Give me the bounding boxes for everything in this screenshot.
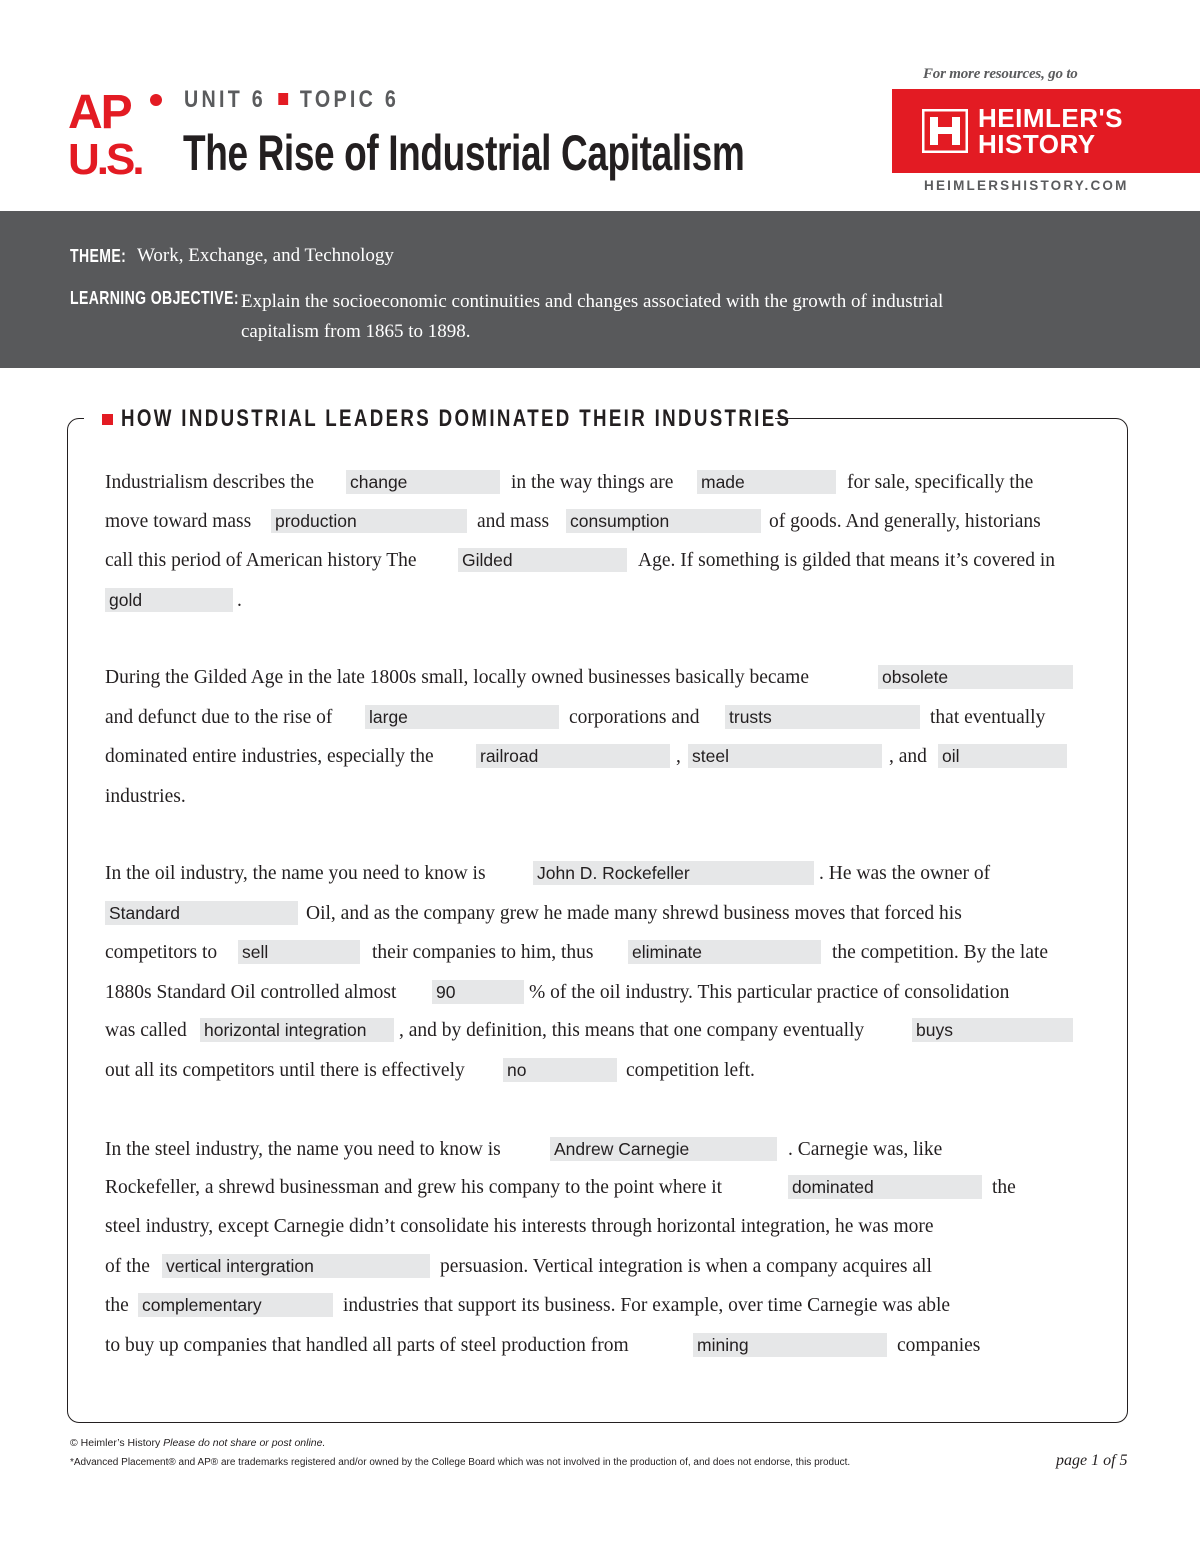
body-text: In the steel industry, the name you need to know is xyxy=(105,1139,501,1160)
body-text: dominated entire industries, especially the xyxy=(105,746,434,767)
body-text: , xyxy=(676,746,681,767)
body-text: the xyxy=(105,1295,129,1316)
unit-topic-label xyxy=(184,86,399,114)
answer-field[interactable]: oil xyxy=(938,744,1067,768)
heading-square-icon xyxy=(102,414,113,425)
body-text: corporations and xyxy=(569,707,700,728)
footer-disclaimer: *Advanced Placement® and AP® are trademarks registered and/or owned by the College Board which was not involved in the production of, and does not endorse, this product. xyxy=(70,1457,851,1468)
h-logo-icon xyxy=(922,109,968,153)
heimlers-history-logo[interactable] xyxy=(892,89,1200,173)
brand-line-1: HEIMLER'S xyxy=(978,103,1124,133)
answer-field[interactable]: eliminate xyxy=(628,940,821,964)
answer-field[interactable]: no xyxy=(503,1058,617,1082)
answer-field[interactable]: made xyxy=(697,470,836,494)
share-note: Please do not share or post online. xyxy=(163,1437,326,1449)
answer-field[interactable]: consumption xyxy=(566,509,761,533)
body-text: of the xyxy=(105,1256,150,1277)
learning-objective-label: LEARNING OBJECTIVE: xyxy=(70,288,239,308)
learning-objective-text xyxy=(241,287,943,347)
body-text: . xyxy=(237,590,242,611)
body-text: out all its competitors until there is effectively xyxy=(105,1060,465,1081)
theme-text: Work, Exchange, and Technology xyxy=(137,245,394,266)
answer-field[interactable]: buys xyxy=(912,1018,1073,1042)
answer-field[interactable]: 90 xyxy=(432,980,524,1004)
brand-name xyxy=(978,105,1123,157)
body-text: move toward mass xyxy=(105,511,252,532)
brand-line-2: HISTORY xyxy=(978,129,1096,159)
answer-field[interactable]: mining xyxy=(693,1333,887,1357)
body-text: Rockefeller, a shrewd businessman and grew his company to the point where it xyxy=(105,1177,723,1198)
body-text: the competition. By the late xyxy=(832,942,1049,963)
body-text: competition left. xyxy=(626,1060,755,1081)
svg-text:U.S.: U.S. xyxy=(68,135,142,178)
body-text: was called xyxy=(105,1020,187,1041)
answer-field[interactable]: John D. Rockefeller xyxy=(533,861,814,885)
answer-field[interactable]: steel xyxy=(688,744,882,768)
body-text: % of the oil industry. This particular practice of consolidation xyxy=(529,982,1010,1003)
page-number: page 1 of 5 xyxy=(1056,1452,1128,1469)
answer-field[interactable]: obsolete xyxy=(878,665,1073,689)
body-text: in the way things are xyxy=(511,472,674,493)
body-text: the xyxy=(992,1177,1016,1198)
body-text: and defunct due to the rise of xyxy=(105,707,333,728)
answer-field[interactable]: Andrew Carnegie xyxy=(550,1137,777,1161)
body-text: their companies to him, thus xyxy=(372,942,594,963)
body-text: persuasion. Vertical integration is when a company acquires all xyxy=(440,1256,932,1277)
body-text: companies xyxy=(897,1335,981,1356)
answer-field[interactable]: Standard xyxy=(105,901,298,925)
body-text: steel industry, except Carnegie didn’t consolidate his interests through horizontal integration, he was more xyxy=(105,1216,934,1237)
topic-label: TOPIC 6 xyxy=(299,86,400,113)
section-heading xyxy=(84,402,792,436)
body-text: competitors to xyxy=(105,942,218,963)
body-text: to buy up companies that handled all parts of steel production from xyxy=(105,1335,629,1356)
copyright-text: © Heimler’s History xyxy=(70,1437,161,1449)
resources-text: For more resources, go to xyxy=(923,66,1078,82)
theme-band xyxy=(0,211,1200,368)
body-text: , and by definition, this means that one company eventually xyxy=(399,1020,865,1041)
body-text: and mass xyxy=(477,511,550,532)
body-text: During the Gilded Age in the late 1800s small, locally owned businesses basically became xyxy=(105,667,809,688)
answer-field[interactable]: trusts xyxy=(725,705,920,729)
page-title: The Rise of Industrial Capitalism xyxy=(183,125,745,181)
learning-objective-line-2: capitalism from 1865 to 1898. xyxy=(241,321,471,342)
theme-label: THEME: xyxy=(70,246,127,266)
answer-field[interactable]: Gilded xyxy=(458,548,627,572)
answer-field[interactable]: gold xyxy=(105,588,233,612)
body-text: , and xyxy=(889,746,927,767)
body-text: In the oil industry, the name you need to know is xyxy=(105,863,486,884)
body-text: for sale, specifically the xyxy=(847,472,1034,493)
answer-field[interactable]: production xyxy=(271,509,467,533)
body-text: industries. xyxy=(105,786,186,807)
svg-text:AP: AP xyxy=(68,86,131,139)
body-text: call this period of American history The xyxy=(105,550,417,571)
answer-field[interactable]: sell xyxy=(238,940,360,964)
answer-field[interactable]: complementary xyxy=(138,1293,333,1317)
body-text: Age. If something is gilded that means it’s covered in xyxy=(638,550,1055,571)
body-text: 1880s Standard Oil controlled almost xyxy=(105,982,397,1003)
body-text: Industrialism describes the xyxy=(105,472,315,493)
answer-field[interactable]: horizontal integration xyxy=(200,1018,394,1042)
ap-us-logo xyxy=(68,86,164,178)
separator-square xyxy=(278,93,288,105)
brand-url-link[interactable]: HEIMLERSHISTORY.COM xyxy=(924,178,1129,193)
answer-field[interactable]: railroad xyxy=(476,744,670,768)
body-text: . He was the owner of xyxy=(819,863,991,884)
body-text: of goods. And generally, historians xyxy=(769,511,1041,532)
learning-objective-line-1: Explain the socioeconomic continuities and changes associated with the growth of industrial xyxy=(241,291,944,312)
answer-field[interactable]: large xyxy=(365,705,559,729)
answer-field[interactable]: change xyxy=(346,470,500,494)
footer-copyright xyxy=(70,1437,325,1449)
section-heading-text: HOW INDUSTRIAL LEADERS DOMINATED THEIR INDUSTRIES xyxy=(121,405,792,432)
body-text: Oil, and as the company grew he made many shrewd business moves that forced his xyxy=(306,903,962,924)
body-text: that eventually xyxy=(930,707,1046,728)
body-text: industries that support its business. For example, over time Carnegie was able xyxy=(343,1295,951,1316)
body-text: . Carnegie was, like xyxy=(788,1139,943,1160)
answer-field[interactable]: vertical intergration xyxy=(162,1254,430,1278)
answer-field[interactable]: dominated xyxy=(788,1175,982,1199)
unit-label: UNIT 6 xyxy=(184,86,267,113)
